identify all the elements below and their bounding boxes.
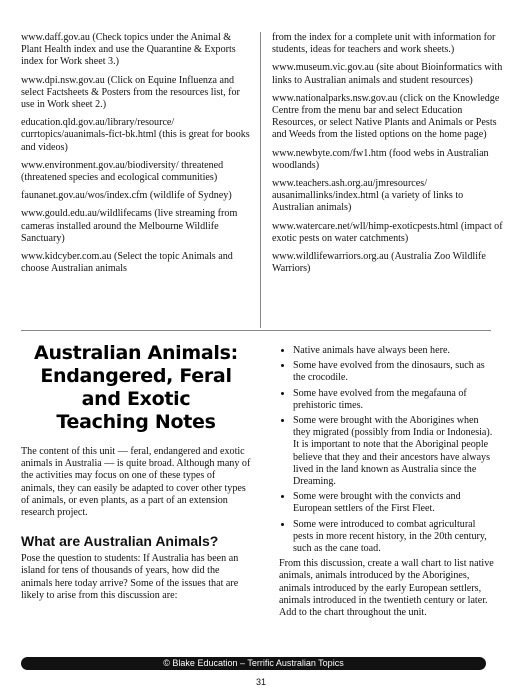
link-entry: education.qld.gov.au/library/resource/ currtopics/auanimals-fict-bk.html (this is great for books and videos) — [21, 117, 250, 153]
intro-paragraph: The content of this unit — feral, endangered and exotic animals in Australia — is quite broad. Although many of the activities may focus on one of these types of animals, they can easily be adapted to cover other types of animals, or even plants, as a part of an extension research project. — [21, 446, 251, 519]
link-entry: www.daff.gov.au (Check topics under the Animal & Plant Health index and use the Quarantine & Exports index for Work sheet 3.) — [21, 32, 236, 68]
list-item: • Some were brought with the convicts and European settlers of the First Fleet. — [293, 491, 494, 515]
link-entry: www.dpi.nsw.gov.au (Click on Equine Influenza and select Factsheets & Posters from the resources list, for use in Work sheet 2.) — [21, 74, 240, 111]
title-line: Teaching Notes — [56, 411, 216, 433]
list-item: • Some were introduced to combat agricultural pests in more recent history, in the 20th century, such as the cane toad. — [293, 519, 494, 556]
issues-list — [279, 345, 494, 555]
title-line: and Exotic — [81, 388, 191, 410]
link-entry: www.gould.edu.au/wildlifecams (live streaming from cameras installed around the Melbourne Wildlife Sanctuary) — [21, 208, 238, 244]
link-entry: www.newbyte.com/fw1.htm (food webs in Australian woodlands) — [272, 147, 489, 171]
page-number: 31 — [255, 677, 266, 687]
list-item: • Some have evolved from the dinosaurs, such as the crocodile. — [293, 360, 494, 384]
link-entry: www.kidcyber.com.au (Select the topic Animals and choose Australian animals — [21, 251, 233, 275]
title-line: Endangered, Feral — [40, 365, 232, 387]
links-column-left — [21, 32, 260, 328]
link-entry: www.watercare.net/wll/himp-exoticpests.html (impact of exotic pests on water catchments) — [272, 220, 503, 244]
list-item: • Native animals have always been here. — [293, 345, 494, 357]
link-entry: www.teachers.ash.org.au/jmresources/ ausanimallinks/index.html (a variety of links to Australian animals) — [272, 178, 464, 214]
list-item: • Some have evolved from the megafauna of prehistoric times. — [293, 388, 494, 412]
footer-bar: © Blake Education – Terrific Australian Topics — [21, 657, 486, 670]
link-entry: www.environment.gov.au/biodiversity/ threatened (threatened species and ecological communities) — [21, 159, 224, 184]
section-heading: What are Australian Animals? — [21, 533, 219, 550]
discussion-points — [279, 345, 494, 619]
link-entry: from the index for a complete unit with information for students, ideas for teachers and work sheets.) — [272, 32, 496, 56]
link-entry: faunanet.gov.au/wos/index.cfm (wildlife of Sydney) — [21, 190, 232, 202]
section-divider — [21, 330, 491, 331]
closing-paragraph: From this discussion, create a wall chart to list native animals, animals introduced by the Aborigines, animals introduced by the early European settlers, animals introduced in the twentieth century or later. Add to the chart throughout the unit. — [279, 558, 494, 619]
title-line: Australian Animals: — [34, 342, 238, 364]
link-entry: www.nationalparks.nsw.gov.au (click on the Knowledge Centre from the menu bar and select Education Resources, or select Native Plants and Animals or Pests and Weeds from the listed options on the home page) — [272, 92, 500, 141]
link-entry: www.museum.vic.gov.au (site about Bioinformatics with links to Australian animals and student resources) — [272, 62, 503, 86]
page-title — [21, 342, 251, 434]
question-paragraph: Pose the question to students: If Australia has been an island for tens of thousands of years, how did the animals here today arrive? Some of the issues that are likely to arise from this discussion are: — [21, 553, 239, 601]
list-item: • Some were brought with the Aborigines when they migrated (possibly from India or Indonesia). It is important to note that the Aboriginal people believe that they and their ancestors have always lived in the land known as Australia since the Dreaming. — [293, 415, 494, 488]
teaching-notes-intro — [21, 342, 251, 602]
links-column-right — [260, 32, 503, 328]
resource-links-section — [21, 32, 503, 328]
link-entry: www.wildlifewarriors.org.au (Australia Zoo Wildlife Warriors) — [272, 251, 486, 275]
